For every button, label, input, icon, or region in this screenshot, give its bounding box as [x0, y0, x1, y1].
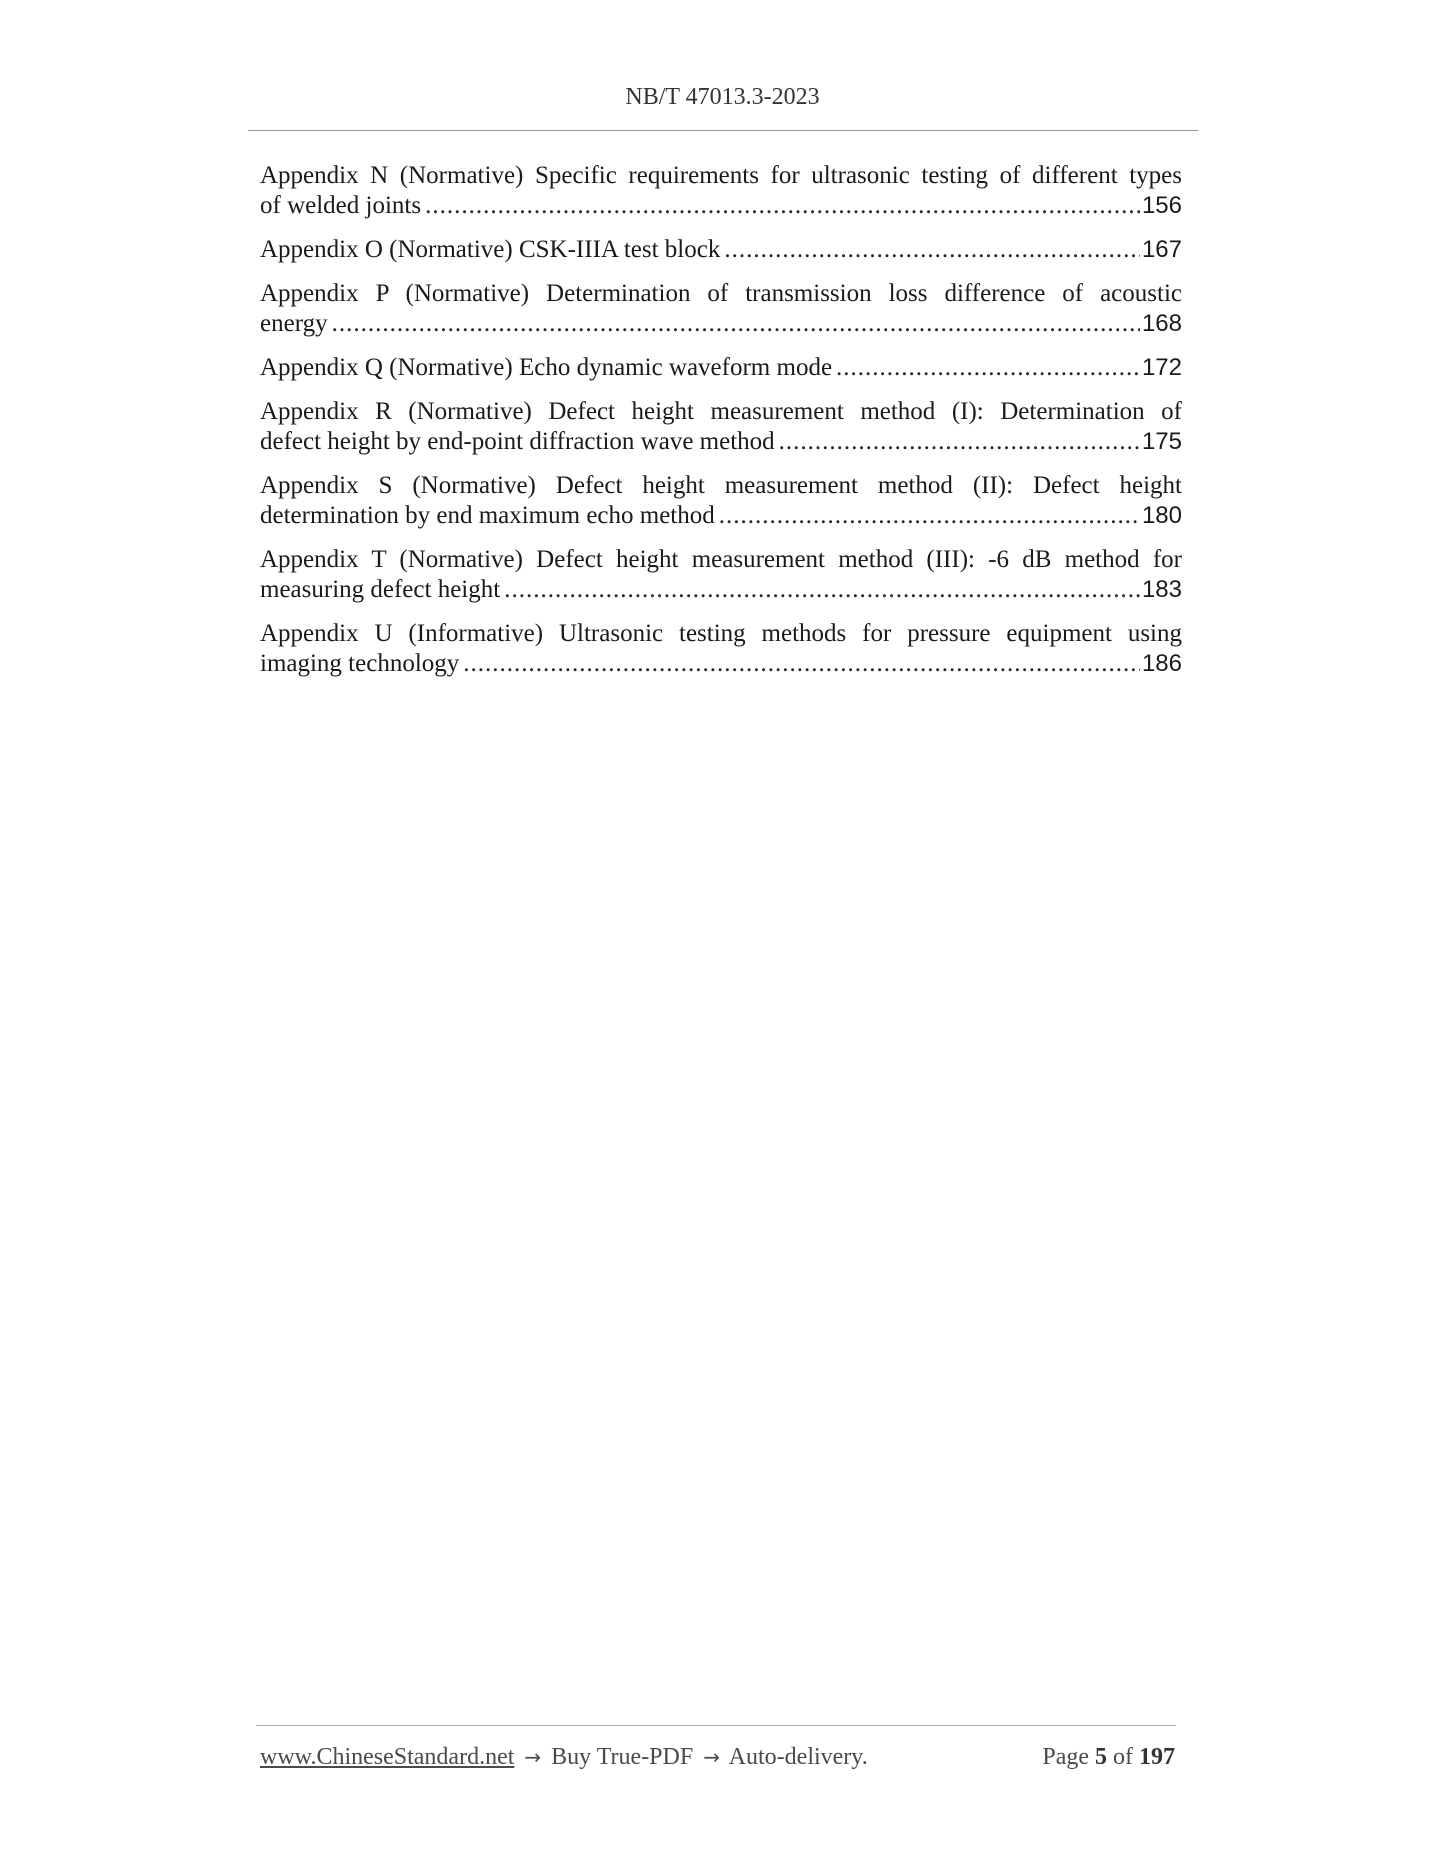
toc-entry-title: energy [260, 310, 328, 337]
toc-entry-title: Appendix O (Normative) CSK-IIIA test block [260, 236, 721, 263]
toc-entry-title-line: Appendix U (Informative) Ultrasonic testing methods for pressure equipment using [260, 620, 1182, 647]
toc-page-number: 175 [1141, 428, 1182, 455]
toc-entry-last-line [260, 309, 1182, 339]
toc-entry[interactable] [260, 619, 1182, 679]
toc-page-number: 172 [1141, 354, 1182, 381]
total-pages: 197 [1139, 1744, 1175, 1770]
toc-dot-leader [836, 353, 1140, 383]
header-divider [248, 130, 1198, 131]
toc-dot-leader [425, 191, 1140, 221]
toc-entry-title-line: Appendix N (Normative) Specific requirements for ultrasonic testing of different types [260, 162, 1182, 189]
footer-promo [260, 1744, 868, 1771]
toc-page-number: 168 [1141, 310, 1182, 337]
toc-entry-title: Appendix Q (Normative) Echo dynamic waveform mode [260, 354, 833, 381]
toc-entry-title-line: Appendix R (Normative) Defect height measurement method (I): Determination of [260, 398, 1182, 425]
current-page: 5 [1095, 1744, 1107, 1770]
page-of-label: of [1113, 1744, 1133, 1770]
toc-entry-title-line: Appendix T (Normative) Defect height measurement method (III): -6 dB method for [260, 546, 1182, 573]
toc-entry[interactable] [260, 545, 1182, 605]
toc-page-number: 183 [1141, 576, 1182, 603]
footer-step-delivery: Auto-delivery. [728, 1744, 868, 1770]
toc-entry[interactable] [260, 161, 1182, 221]
toc-entry-last-line [260, 353, 1182, 383]
toc-dot-leader [504, 575, 1140, 605]
toc-entry[interactable] [260, 353, 1182, 383]
toc-entry[interactable] [260, 397, 1182, 457]
toc-dot-leader [463, 649, 1140, 679]
toc-entry-title: determination by end maximum echo method [260, 502, 715, 529]
toc-entry-title-line: Appendix P (Normative) Determination of transmission loss difference of acoustic [260, 280, 1182, 307]
toc-entry-title-line: Appendix S (Normative) Defect height measurement method (II): Defect height [260, 472, 1182, 499]
page-counter [1042, 1744, 1175, 1771]
toc-entry-last-line [260, 427, 1182, 457]
page-label: Page [1042, 1744, 1089, 1770]
toc-dot-leader [724, 235, 1140, 265]
toc-entry-title: of welded joints [260, 192, 422, 219]
website-link[interactable]: www.ChineseStandard.net [260, 1744, 515, 1770]
toc-entry-title: measuring defect height [260, 576, 501, 603]
right-arrow-icon: → [703, 1745, 720, 1769]
footer-divider [256, 1725, 1176, 1726]
footer-step-buy: Buy True-PDF [551, 1744, 694, 1770]
toc-page-number: 180 [1141, 502, 1182, 529]
toc-entry-last-line [260, 501, 1182, 531]
toc-entry-last-line [260, 575, 1182, 605]
page-header-title: NB/T 47013.3-2023 [625, 84, 820, 110]
toc-entry-last-line [260, 649, 1182, 679]
toc-entry[interactable] [260, 471, 1182, 531]
toc-page-number: 156 [1141, 192, 1182, 219]
toc-entry-last-line [260, 191, 1182, 221]
toc-entry-title: defect height by end-point diffraction wave method [260, 428, 775, 455]
toc-page-number: 167 [1141, 236, 1182, 263]
toc-dot-leader [332, 309, 1140, 339]
toc-entry[interactable] [260, 235, 1182, 265]
table-of-contents [260, 161, 1182, 693]
toc-entry-last-line [260, 235, 1182, 265]
toc-entry-title: imaging technology [260, 650, 460, 677]
toc-page-number: 186 [1141, 650, 1182, 677]
toc-dot-leader [779, 427, 1140, 457]
right-arrow-icon: → [524, 1745, 542, 1769]
toc-dot-leader [719, 501, 1140, 531]
toc-entry[interactable] [260, 279, 1182, 339]
